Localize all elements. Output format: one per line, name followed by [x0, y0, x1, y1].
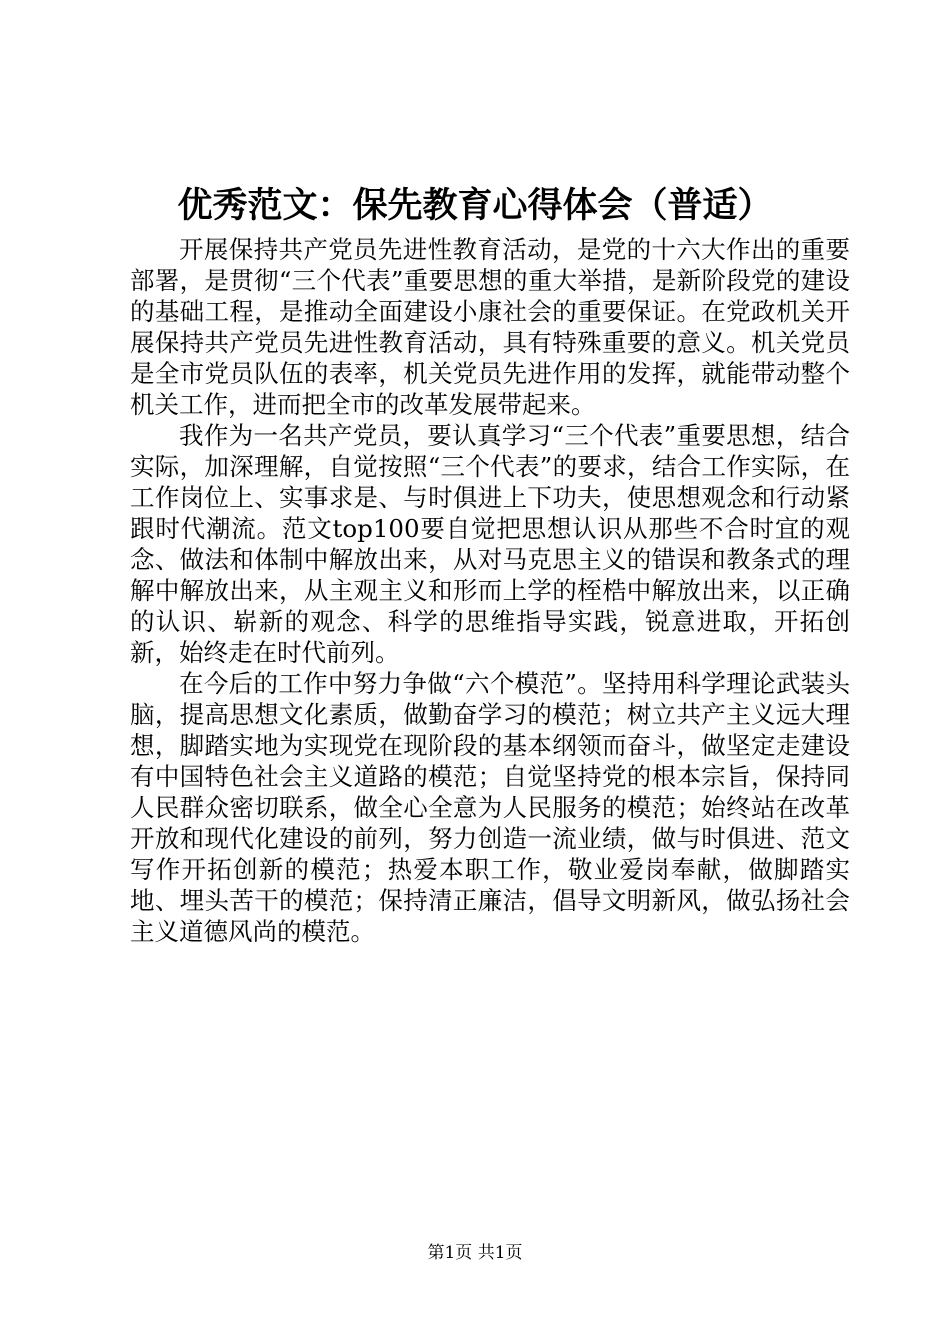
paragraph-2: 我作为一名共产党员，要认真学习“三个代表”重要思想，结合实际，加深理解，自觉按照“三个代表”的要求，结合工作实际，在工作岗位上、实事求是、与时俱进上下功夫，使思想观念和行动紧跟时代潮流。范文top100要自觉把思想认识从那些不合时宜的观念、做法和体制中解放出来，从对马克思主义的错误和教条式的理解中解放出来，从主观主义和形而上学的桎梏中解放出来，以正确的认识、崭新的观念、科学的思维指导实践，锐意进取，开拓创新，始终走在时代前列。	[130, 421, 850, 667]
page-number-footer: 第1页 共1页	[427, 1243, 523, 1263]
document-title: 优秀范文：保先教育心得体会（普适）	[177, 185, 773, 226]
paragraph-1: 开展保持共产党员先进性教育活动，是党的十六大作出的重要部署，是贯彻“三个代表”重要思想的重大举措，是新阶段党的建设的基础工程，是推动全面建设小康社会的重要保证。在党政机关开展保持共产党员先进性教育活动，具有特殊重要的意义。机关党员是全市党员队伍的表率，机关党员先进作用的发挥，就能带动整个机关工作，进而把全市的改革发展带起来。	[130, 235, 850, 419]
document-body	[130, 234, 850, 947]
paragraph-3: 在今后的工作中努力争做“六个模范”。坚持用科学理论武装头脑，提高思想文化素质，做勤奋学习的模范；树立共产主义远大理想，脚踏实地为实现党在现阶段的基本纲领而奋斗，做坚定走建设有中国特色社会主义道路的模范；自觉坚持党的根本宗旨，保持同人民群众密切联系，做全心全意为人民服务的模范；始终站在改革开放和现代化建设的前列，努力创造一流业绩，做与时俱进、范文写作开拓创新的模范；热爱本职工作，敬业爱岗奉献，做脚踏实地、埋头苦干的模范；保持清正廉洁，倡导文明新风，做弘扬社会主义道德风尚的模范。	[130, 669, 850, 946]
